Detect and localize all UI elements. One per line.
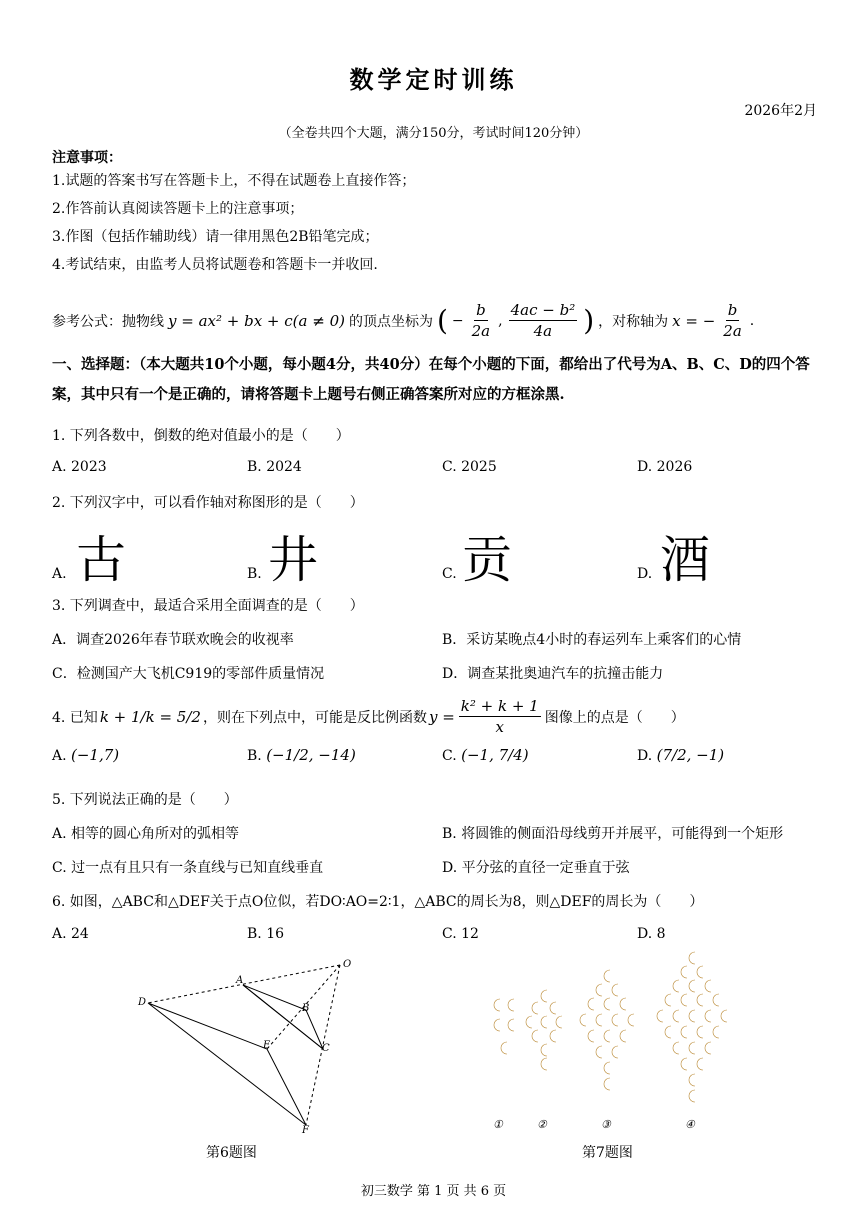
fig7-label-2: ②	[537, 1118, 547, 1131]
figure-6-diagram	[130, 955, 370, 1135]
formula-axis-eq: x = −	[672, 311, 716, 330]
q3-option-c: C．检测国产大飞机C919的零部件质量情况	[52, 666, 325, 682]
point-f-label: F	[302, 1125, 309, 1135]
period: .	[749, 312, 755, 329]
formula-vertex-text: 的顶点坐标为	[348, 313, 433, 330]
q4-prefix: 4. 已知	[52, 709, 98, 726]
q5-option-b: B. 将圆锥的侧面沿母线剪开并展平，可能得到一个矩形	[442, 826, 784, 842]
vertex-y-num: 4ac − b²	[510, 301, 576, 319]
point-d-label: D	[138, 997, 147, 1008]
vertex-y-fraction	[509, 300, 578, 341]
notice-item: 2.作答前认真阅读答题卡上的注意事项；	[52, 201, 304, 217]
pattern-2	[526, 990, 562, 1070]
q4-suffix: 图像上的点是（ ）	[544, 709, 685, 726]
figure-7-diagram	[475, 950, 745, 1135]
q4-option-a-value: (−1,7)	[71, 746, 120, 764]
axis-den: 2a	[723, 322, 742, 340]
vertex-x-fraction	[470, 300, 493, 341]
question-3-stem: 3. 下列调查中，最适合采用全面调查的是（ ）	[52, 598, 364, 614]
vertex-y-den: 4a	[533, 322, 553, 340]
q5-option-d: D. 平分弦的直径一定垂直于弦	[442, 860, 630, 876]
q4-func-den: x	[495, 718, 504, 736]
q4-option-c-label: C.	[442, 748, 457, 764]
q5-option-c: C. 过一点有且只有一条直线与已知直线垂直	[52, 860, 324, 876]
pattern-4	[657, 952, 727, 1102]
q4-option-b-label: B.	[247, 748, 262, 764]
q4-condition: k + 1/k = 5/2	[99, 707, 201, 726]
q1-option-c: C. 2025	[442, 459, 497, 475]
q6-option-a: A. 24	[52, 926, 89, 942]
q2-label-c: C.	[442, 566, 457, 582]
formula-prefix: 参考公式：抛物线	[52, 313, 164, 330]
q2-char-c: 贡	[462, 531, 512, 589]
formula-parabola: y = ax² + bx + c(a ≠ 0)	[168, 311, 345, 330]
section-heading: 一、选择题：（本大题共10个小题，每小题4分，共40分）在每个小题的下面，都给出了代号为A、B、C、D的四个答案，其中只有一个是正确的，请将答题卡上题号右侧正确答案所对应的方框涂黑.	[52, 356, 810, 403]
fig7-label-4: ④	[685, 1118, 695, 1131]
q2-char-d: 酒	[660, 531, 710, 589]
figure-7-caption: 第7题图	[582, 1145, 633, 1161]
reference-formula	[52, 300, 754, 341]
formula-axis-text: ，对称轴为	[598, 313, 669, 330]
q4-func-fraction	[459, 696, 541, 737]
point-c-label: C	[322, 1043, 330, 1054]
notice-item: 4.考试结束，由监考人员将试题卷和答题卡一并收回.	[52, 257, 378, 273]
triangle-def	[148, 1003, 306, 1125]
fig7-label-1: ①	[493, 1118, 503, 1131]
q6-option-b: B. 16	[247, 926, 285, 942]
point-a-label: A	[236, 975, 244, 986]
comma: ,	[498, 312, 503, 329]
q2-label-b: B.	[247, 566, 262, 582]
q4-option-d-label: D.	[637, 748, 653, 764]
point-e-label: E	[263, 1040, 271, 1051]
q2-char-b: 井	[268, 531, 318, 589]
question-5-stem: 5. 下列说法正确的是（ ）	[52, 792, 238, 808]
paren-open: (	[436, 304, 448, 337]
q3-option-b: B．采访某晚点4小时的春运列车上乘客们的心情	[442, 632, 742, 648]
vertex-x-num: b	[476, 301, 486, 319]
line-od	[148, 965, 340, 1003]
pattern-1	[494, 999, 514, 1054]
axis-fraction	[721, 300, 744, 341]
fig7-label-3: ③	[601, 1118, 611, 1131]
paren-close: )	[583, 304, 595, 337]
q3-option-a: A．调查2026年春节联欢晚会的收视率	[52, 632, 294, 648]
q1-option-d: D. 2026	[637, 459, 693, 475]
minus-sign: −	[451, 312, 464, 329]
question-2-stem: 2. 下列汉字中，可以看作轴对称图形的是（ ）	[52, 495, 364, 511]
page-title: 数学定时训练	[349, 65, 518, 94]
q4-option-c	[442, 746, 529, 764]
question-4-stem	[52, 696, 685, 737]
q5-option-a: A. 相等的圆心角所对的弧相等	[52, 826, 240, 842]
page-footer: 初三数学 第 1 页 共 6 页	[360, 1184, 507, 1199]
vertex-x-den: 2a	[471, 322, 491, 340]
point-o-label: O	[343, 959, 352, 970]
notice-item: 3.作图（包括作辅助线）请一律用黑色2B铅笔完成；	[52, 229, 379, 245]
q2-char-a: 古	[76, 531, 126, 589]
q4-func-y: y =	[428, 707, 455, 726]
pattern-3	[580, 970, 634, 1090]
q4-func-num: k² + k + 1	[460, 697, 539, 715]
question-6-stem: 6. 如图，△ABC和△DEF关于点O位似，若DO∶AO=2∶1，△ABC的周长为8，则△DEF的周长为（ ）	[52, 894, 704, 910]
exam-subtitle: （全卷共四个大题，满分150分，考试时间120分钟）	[278, 126, 589, 141]
notice-heading: 注意事项：	[52, 150, 122, 166]
q6-option-c: C. 12	[442, 926, 479, 942]
q1-option-a: A. 2023	[52, 459, 107, 475]
notice-item: 1.试题的答案书写在答题卡上，不得在试题卷上直接作答；	[52, 173, 416, 189]
q4-option-b	[247, 746, 356, 764]
q6-option-d: D. 8	[637, 926, 666, 942]
point-b-label: B	[302, 1003, 310, 1014]
q2-label-a: A.	[52, 566, 67, 582]
q4-option-c-value: (−1, 7/4)	[461, 746, 529, 764]
question-1-stem: 1. 下列各数中，倒数的绝对值最小的是（ ）	[52, 428, 350, 444]
q4-option-d-value: (7/2, −1)	[656, 746, 725, 764]
q4-option-b-value: (−1/2, −14)	[266, 746, 356, 764]
q4-mid: ，则在下列点中，可能是反比例函数	[202, 709, 427, 726]
axis-num: b	[727, 301, 738, 319]
q1-option-b: B. 2024	[247, 459, 302, 475]
q3-option-d: D．调查某批奥迪汽车的抗撞击能力	[442, 666, 664, 682]
q4-option-a	[52, 746, 119, 764]
line-ac	[243, 985, 323, 1049]
q2-label-d: D.	[637, 566, 653, 582]
q4-option-d	[637, 746, 724, 764]
figure-6-caption: 第6题图	[206, 1145, 257, 1161]
exam-date: 2026年2月	[744, 103, 817, 119]
q4-option-a-label: A.	[52, 748, 67, 764]
